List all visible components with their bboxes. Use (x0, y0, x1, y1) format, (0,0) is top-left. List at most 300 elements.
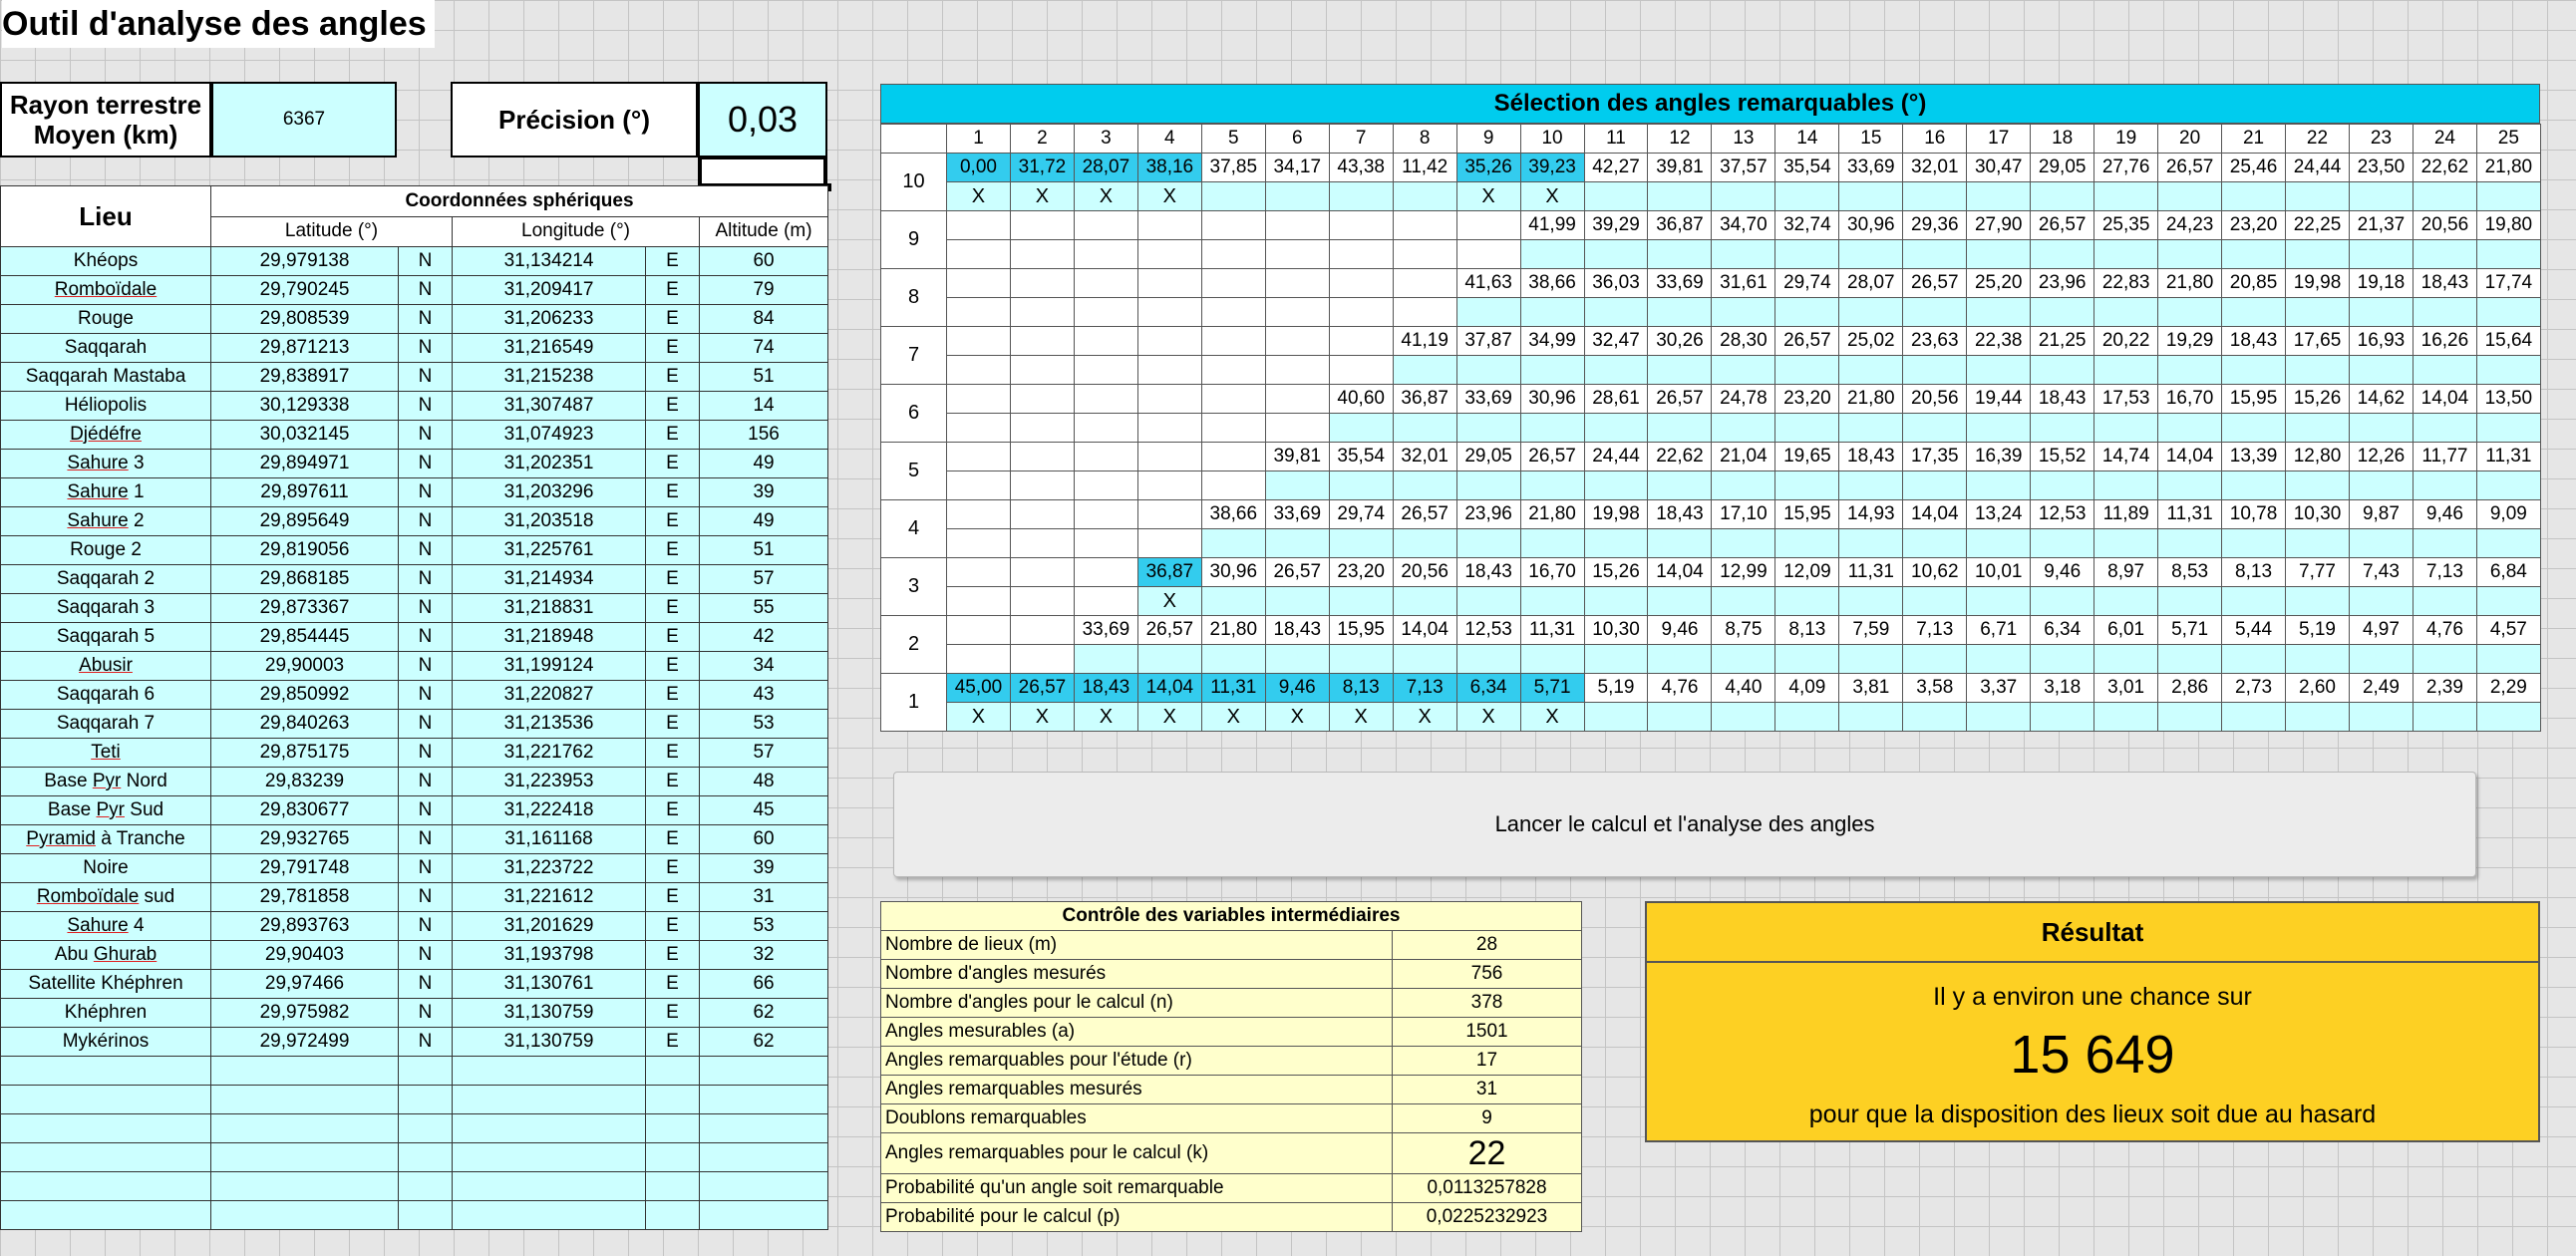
selection-mark-cell[interactable] (1967, 240, 2031, 269)
angle-cell[interactable]: 24,44 (1584, 443, 1648, 471)
altitude-cell[interactable]: 49 (700, 450, 828, 478)
angle-cell[interactable]: 15,95 (2222, 385, 2286, 414)
selection-mark-cell[interactable] (1137, 414, 1201, 443)
selection-mark-cell[interactable] (2413, 240, 2476, 269)
selection-mark-cell[interactable]: X (1010, 703, 1074, 732)
selection-mark-cell[interactable] (1520, 414, 1584, 443)
altitude-cell[interactable]: 66 (700, 970, 828, 999)
ns-cell[interactable]: N (399, 305, 453, 334)
angle-cell[interactable]: 34,99 (1520, 327, 1584, 356)
angle-cell[interactable] (1137, 211, 1201, 240)
selection-mark-cell[interactable] (1137, 240, 1201, 269)
longitude-cell[interactable]: 31,203296 (453, 478, 646, 507)
selection-mark-cell[interactable] (2222, 240, 2286, 269)
angle-cell[interactable] (1137, 327, 1201, 356)
angle-cell[interactable]: 25,35 (2094, 211, 2158, 240)
angle-cell[interactable]: 15,52 (2031, 443, 2094, 471)
selection-mark-cell[interactable] (1967, 298, 2031, 327)
angle-cell[interactable]: 18,43 (1456, 558, 1520, 587)
angle-cell[interactable]: 3,01 (2094, 674, 2158, 703)
selection-mark-cell[interactable] (1775, 356, 1839, 385)
selection-mark-cell[interactable] (2286, 240, 2350, 269)
ew-cell[interactable]: E (646, 970, 700, 999)
empty-cell[interactable] (1, 1172, 211, 1201)
angle-cell[interactable]: 6,84 (2476, 558, 2540, 587)
selection-mark-cell[interactable] (2158, 587, 2222, 616)
ew-cell[interactable]: E (646, 421, 700, 450)
latitude-cell[interactable]: 29,830677 (211, 796, 399, 825)
angle-cell[interactable]: 11,89 (2094, 500, 2158, 529)
longitude-cell[interactable]: 31,307487 (453, 392, 646, 421)
angle-cell[interactable] (1265, 327, 1329, 356)
selection-mark-cell[interactable] (1201, 240, 1265, 269)
selection-mark-cell[interactable] (2031, 414, 2094, 443)
angle-cell[interactable]: 18,43 (2222, 327, 2286, 356)
angle-cell[interactable] (947, 327, 1011, 356)
angle-cell[interactable]: 22,62 (2413, 154, 2476, 182)
empty-cell[interactable] (700, 1201, 828, 1230)
ns-cell[interactable]: N (399, 507, 453, 536)
selection-mark-cell[interactable] (2286, 645, 2350, 674)
angle-cell[interactable] (1074, 500, 1137, 529)
angle-cell[interactable]: 2,39 (2413, 674, 2476, 703)
angle-cell[interactable]: 9,46 (2031, 558, 2094, 587)
location-name[interactable]: Saqqarah 7 (1, 710, 211, 739)
angle-cell[interactable]: 9,46 (2413, 500, 2476, 529)
angle-cell[interactable]: 11,31 (1201, 674, 1265, 703)
angle-cell[interactable]: 26,57 (1903, 269, 1967, 298)
selection-mark-cell[interactable] (1393, 356, 1456, 385)
ns-cell[interactable]: N (399, 421, 453, 450)
selection-mark-cell[interactable] (1967, 587, 2031, 616)
selection-mark-cell[interactable] (2094, 298, 2158, 327)
selection-mark-cell[interactable] (1456, 298, 1520, 327)
angle-cell[interactable] (1201, 443, 1265, 471)
selection-mark-cell[interactable] (1967, 529, 2031, 558)
selection-mark-cell[interactable]: X (1074, 182, 1137, 211)
empty-cell[interactable] (211, 1057, 399, 1086)
angle-cell[interactable]: 33,69 (1074, 616, 1137, 645)
angle-cell[interactable]: 34,17 (1265, 154, 1329, 182)
angle-cell[interactable]: 11,31 (2158, 500, 2222, 529)
ew-cell[interactable]: E (646, 363, 700, 392)
angle-cell[interactable] (1074, 211, 1137, 240)
angle-cell[interactable]: 3,58 (1903, 674, 1967, 703)
ew-cell[interactable]: E (646, 392, 700, 421)
empty-cell[interactable] (211, 1114, 399, 1143)
ns-cell[interactable]: N (399, 941, 453, 970)
ew-cell[interactable]: E (646, 565, 700, 594)
angle-cell[interactable] (1010, 616, 1074, 645)
altitude-cell[interactable]: 34 (700, 652, 828, 681)
selection-mark-cell[interactable]: X (947, 182, 1011, 211)
location-name[interactable]: Base Pyr Sud (1, 796, 211, 825)
latitude-cell[interactable]: 29,871213 (211, 334, 399, 363)
run-analysis-button[interactable]: Lancer le calcul et l'analyse des angles (893, 772, 2476, 877)
angle-cell[interactable]: 23,20 (1329, 558, 1393, 587)
selection-mark-cell[interactable] (1584, 298, 1648, 327)
selection-mark-cell[interactable] (1712, 298, 1775, 327)
altitude-cell[interactable]: 49 (700, 507, 828, 536)
angle-cell[interactable]: 18,43 (1265, 616, 1329, 645)
selection-mark-cell[interactable] (2476, 298, 2540, 327)
ns-cell[interactable]: N (399, 883, 453, 912)
angle-cell[interactable]: 33,69 (1265, 500, 1329, 529)
selection-mark-cell[interactable] (1712, 240, 1775, 269)
selection-mark-cell[interactable] (1648, 356, 1712, 385)
selection-mark-cell[interactable] (2031, 471, 2094, 500)
selection-mark-cell[interactable] (2222, 182, 2286, 211)
selection-mark-cell[interactable] (1712, 471, 1775, 500)
angle-cell[interactable]: 4,57 (2476, 616, 2540, 645)
longitude-cell[interactable]: 31,193798 (453, 941, 646, 970)
angle-cell[interactable]: 18,43 (1074, 674, 1137, 703)
angle-cell[interactable]: 16,93 (2349, 327, 2413, 356)
selection-mark-cell[interactable] (2413, 703, 2476, 732)
selection-mark-cell[interactable] (1775, 703, 1839, 732)
angle-cell[interactable]: 26,57 (1137, 616, 1201, 645)
longitude-cell[interactable]: 31,221762 (453, 739, 646, 768)
selection-mark-cell[interactable] (1329, 182, 1393, 211)
angle-cell[interactable]: 26,57 (2158, 154, 2222, 182)
angle-cell[interactable]: 17,35 (1903, 443, 1967, 471)
selection-mark-cell[interactable] (2094, 703, 2158, 732)
angle-cell[interactable]: 2,60 (2286, 674, 2350, 703)
selection-mark-cell[interactable]: X (1329, 703, 1393, 732)
selection-mark-cell[interactable] (2094, 356, 2158, 385)
control-value[interactable]: 28 (1393, 931, 1582, 960)
latitude-cell[interactable]: 29,875175 (211, 739, 399, 768)
angle-cell[interactable]: 28,07 (1074, 154, 1137, 182)
selection-mark-cell[interactable] (2158, 182, 2222, 211)
location-name[interactable]: Saqqarah 3 (1, 594, 211, 623)
location-name[interactable]: Khéphren (1, 999, 211, 1028)
latitude-cell[interactable]: 29,893763 (211, 912, 399, 941)
selection-mark-cell[interactable] (2349, 471, 2413, 500)
ew-cell[interactable]: E (646, 478, 700, 507)
selection-mark-cell[interactable] (2094, 182, 2158, 211)
empty-cell[interactable] (700, 1143, 828, 1172)
selection-mark-cell[interactable] (2349, 298, 2413, 327)
angle-cell[interactable]: 17,74 (2476, 269, 2540, 298)
angle-cell[interactable] (1010, 269, 1074, 298)
selection-mark-cell[interactable] (1456, 529, 1520, 558)
selection-mark-cell[interactable] (1010, 587, 1074, 616)
empty-cell[interactable] (700, 1086, 828, 1114)
longitude-cell[interactable]: 31,202351 (453, 450, 646, 478)
longitude-cell[interactable]: 31,218948 (453, 623, 646, 652)
angle-cell[interactable]: 7,59 (1839, 616, 1903, 645)
angle-cell[interactable]: 39,81 (1265, 443, 1329, 471)
angle-cell[interactable]: 10,30 (1584, 616, 1648, 645)
selection-mark-cell[interactable] (2476, 587, 2540, 616)
selection-mark-cell[interactable] (1520, 471, 1584, 500)
angle-cell[interactable]: 10,62 (1903, 558, 1967, 587)
altitude-cell[interactable]: 32 (700, 941, 828, 970)
angle-cell[interactable]: 5,71 (1520, 674, 1584, 703)
selected-cell-cursor[interactable] (698, 156, 827, 187)
selection-mark-cell[interactable] (2349, 703, 2413, 732)
angle-cell[interactable]: 33,69 (1839, 154, 1903, 182)
angle-cell[interactable]: 20,22 (2094, 327, 2158, 356)
angle-cell[interactable]: 19,80 (2476, 211, 2540, 240)
angle-cell[interactable] (1010, 443, 1074, 471)
ns-cell[interactable]: N (399, 768, 453, 796)
angle-cell[interactable]: 25,46 (2222, 154, 2286, 182)
angle-cell[interactable]: 24,78 (1712, 385, 1775, 414)
altitude-cell[interactable]: 45 (700, 796, 828, 825)
selection-mark-cell[interactable] (1329, 587, 1393, 616)
empty-cell[interactable] (399, 1172, 453, 1201)
location-name[interactable]: Saqqarah 6 (1, 681, 211, 710)
ew-cell[interactable]: E (646, 247, 700, 276)
ew-cell[interactable]: E (646, 883, 700, 912)
angle-cell[interactable]: 12,53 (1456, 616, 1520, 645)
selection-mark-cell[interactable] (2413, 414, 2476, 443)
empty-cell[interactable] (646, 1201, 700, 1230)
location-name[interactable]: Rouge (1, 305, 211, 334)
selection-mark-cell[interactable]: X (1456, 182, 1520, 211)
selection-mark-cell[interactable] (2158, 414, 2222, 443)
location-name[interactable]: Sahure 4 (1, 912, 211, 941)
ns-cell[interactable]: N (399, 392, 453, 421)
ew-cell[interactable]: E (646, 1028, 700, 1057)
selection-mark-cell[interactable]: X (1137, 587, 1201, 616)
selection-mark-cell[interactable] (1074, 240, 1137, 269)
angle-cell[interactable]: 28,30 (1712, 327, 1775, 356)
selection-mark-cell[interactable] (1520, 645, 1584, 674)
angle-cell[interactable]: 38,66 (1201, 500, 1265, 529)
selection-mark-cell[interactable] (1775, 298, 1839, 327)
angle-cell[interactable] (1010, 327, 1074, 356)
control-value[interactable]: 0,0225232923 (1393, 1203, 1582, 1232)
selection-mark-cell[interactable] (1329, 298, 1393, 327)
longitude-cell[interactable]: 31,203518 (453, 507, 646, 536)
angle-cell[interactable]: 19,65 (1775, 443, 1839, 471)
angle-cell[interactable]: 6,01 (2094, 616, 2158, 645)
ns-cell[interactable]: N (399, 652, 453, 681)
empty-cell[interactable] (399, 1114, 453, 1143)
ns-cell[interactable]: N (399, 970, 453, 999)
empty-cell[interactable] (453, 1172, 646, 1201)
ns-cell[interactable]: N (399, 854, 453, 883)
selection-mark-cell[interactable] (2286, 703, 2350, 732)
empty-cell[interactable] (453, 1143, 646, 1172)
selection-mark-cell[interactable] (1839, 645, 1903, 674)
angle-cell[interactable]: 22,25 (2286, 211, 2350, 240)
selection-mark-cell[interactable] (1903, 529, 1967, 558)
angle-cell[interactable] (1010, 558, 1074, 587)
angle-cell[interactable]: 32,01 (1903, 154, 1967, 182)
longitude-cell[interactable]: 31,218831 (453, 594, 646, 623)
altitude-cell[interactable]: 60 (700, 247, 828, 276)
angle-cell[interactable]: 14,04 (1903, 500, 1967, 529)
angle-cell[interactable]: 20,56 (1393, 558, 1456, 587)
angle-cell[interactable] (1074, 269, 1137, 298)
altitude-cell[interactable]: 39 (700, 854, 828, 883)
angle-cell[interactable]: 37,85 (1201, 154, 1265, 182)
altitude-cell[interactable]: 60 (700, 825, 828, 854)
angle-cell[interactable]: 7,43 (2349, 558, 2413, 587)
angle-cell[interactable]: 17,65 (2286, 327, 2350, 356)
angle-cell[interactable]: 21,80 (2476, 154, 2540, 182)
angle-cell[interactable]: 12,26 (2349, 443, 2413, 471)
selection-mark-cell[interactable] (1775, 182, 1839, 211)
angle-cell[interactable]: 21,80 (2158, 269, 2222, 298)
angle-cell[interactable] (1329, 327, 1393, 356)
empty-cell[interactable] (646, 1057, 700, 1086)
selection-mark-cell[interactable] (1265, 529, 1329, 558)
altitude-cell[interactable]: 55 (700, 594, 828, 623)
selection-mark-cell[interactable]: X (1010, 182, 1074, 211)
selection-mark-cell[interactable] (1839, 587, 1903, 616)
selection-mark-cell[interactable] (2286, 471, 2350, 500)
angle-cell[interactable]: 17,53 (2094, 385, 2158, 414)
control-value[interactable]: 17 (1393, 1047, 1582, 1076)
ns-cell[interactable]: N (399, 363, 453, 392)
angle-cell[interactable]: 12,53 (2031, 500, 2094, 529)
selection-mark-cell[interactable] (2476, 529, 2540, 558)
angle-cell[interactable]: 14,74 (2094, 443, 2158, 471)
selection-mark-cell[interactable] (1712, 356, 1775, 385)
selection-mark-cell[interactable] (2158, 356, 2222, 385)
angle-cell[interactable] (947, 616, 1011, 645)
angle-cell[interactable]: 29,05 (1456, 443, 1520, 471)
selection-mark-cell[interactable] (2222, 298, 2286, 327)
selection-mark-cell[interactable] (2476, 414, 2540, 443)
selection-mark-cell[interactable] (1648, 240, 1712, 269)
angle-cell[interactable]: 29,74 (1329, 500, 1393, 529)
angle-cell[interactable] (1074, 327, 1137, 356)
selection-mark-cell[interactable] (1393, 298, 1456, 327)
angle-cell[interactable]: 4,40 (1712, 674, 1775, 703)
selection-mark-cell[interactable] (1010, 645, 1074, 674)
longitude-cell[interactable]: 31,206233 (453, 305, 646, 334)
angle-cell[interactable] (1201, 269, 1265, 298)
empty-cell[interactable] (646, 1172, 700, 1201)
angle-cell[interactable]: 41,99 (1520, 211, 1584, 240)
angle-cell[interactable]: 23,96 (2031, 269, 2094, 298)
angle-cell[interactable] (947, 443, 1011, 471)
longitude-cell[interactable]: 31,223953 (453, 768, 646, 796)
selection-mark-cell[interactable] (1010, 471, 1074, 500)
angle-cell[interactable] (947, 500, 1011, 529)
angle-cell[interactable]: 16,39 (1967, 443, 2031, 471)
angle-cell[interactable]: 4,09 (1775, 674, 1839, 703)
angle-cell[interactable]: 0,00 (947, 154, 1011, 182)
selection-mark-cell[interactable] (1967, 182, 2031, 211)
angle-cell[interactable]: 26,57 (1393, 500, 1456, 529)
angle-cell[interactable]: 31,72 (1010, 154, 1074, 182)
selection-mark-cell[interactable] (2222, 587, 2286, 616)
selection-mark-cell[interactable] (2094, 587, 2158, 616)
selection-mark-cell[interactable] (1265, 240, 1329, 269)
longitude-cell[interactable]: 31,221612 (453, 883, 646, 912)
angle-cell[interactable]: 21,37 (2349, 211, 2413, 240)
latitude-cell[interactable]: 29,932765 (211, 825, 399, 854)
ew-cell[interactable]: E (646, 768, 700, 796)
selection-mark-cell[interactable] (2349, 240, 2413, 269)
angle-cell[interactable]: 24,44 (2286, 154, 2350, 182)
selection-mark-cell[interactable] (1201, 414, 1265, 443)
latitude-cell[interactable]: 29,975982 (211, 999, 399, 1028)
selection-mark-cell[interactable] (1201, 298, 1265, 327)
angle-cell[interactable]: 17,10 (1712, 500, 1775, 529)
angle-cell[interactable]: 7,13 (1903, 616, 1967, 645)
latitude-cell[interactable]: 29,868185 (211, 565, 399, 594)
selection-mark-cell[interactable] (1329, 471, 1393, 500)
selection-mark-cell[interactable] (1010, 240, 1074, 269)
angle-cell[interactable] (1393, 269, 1456, 298)
angle-cell[interactable]: 19,29 (2158, 327, 2222, 356)
location-name[interactable]: Djédéfre (1, 421, 211, 450)
angle-cell[interactable]: 9,46 (1265, 674, 1329, 703)
selection-mark-cell[interactable] (1775, 471, 1839, 500)
angle-cell[interactable]: 41,19 (1393, 327, 1456, 356)
angle-cell[interactable]: 18,43 (2031, 385, 2094, 414)
selection-mark-cell[interactable] (1074, 645, 1137, 674)
selection-mark-cell[interactable] (1648, 298, 1712, 327)
selection-mark-cell[interactable] (2349, 587, 2413, 616)
empty-cell[interactable] (399, 1057, 453, 1086)
latitude-cell[interactable]: 29,979138 (211, 247, 399, 276)
angle-cell[interactable]: 9,09 (2476, 500, 2540, 529)
altitude-cell[interactable]: 53 (700, 912, 828, 941)
angle-cell[interactable]: 21,04 (1712, 443, 1775, 471)
selection-mark-cell[interactable]: X (947, 703, 1011, 732)
angle-cell[interactable]: 32,47 (1584, 327, 1648, 356)
angle-cell[interactable]: 30,96 (1839, 211, 1903, 240)
altitude-cell[interactable]: 53 (700, 710, 828, 739)
selection-mark-cell[interactable] (1712, 182, 1775, 211)
location-name[interactable]: Héliopolis (1, 392, 211, 421)
latitude-cell[interactable]: 29,790245 (211, 276, 399, 305)
selection-mark-cell[interactable] (2031, 645, 2094, 674)
location-name[interactable]: Romboïdale (1, 276, 211, 305)
selection-mark-cell[interactable] (2031, 529, 2094, 558)
altitude-cell[interactable]: 51 (700, 363, 828, 392)
ew-cell[interactable]: E (646, 507, 700, 536)
ns-cell[interactable]: N (399, 1028, 453, 1057)
angle-cell[interactable]: 22,38 (1967, 327, 2031, 356)
angle-cell[interactable] (947, 269, 1011, 298)
selection-mark-cell[interactable] (947, 298, 1011, 327)
selection-mark-cell[interactable] (2349, 414, 2413, 443)
longitude-cell[interactable]: 31,209417 (453, 276, 646, 305)
angle-cell[interactable]: 8,13 (1775, 616, 1839, 645)
selection-mark-cell[interactable] (1456, 240, 1520, 269)
angle-cell[interactable]: 33,69 (1648, 269, 1712, 298)
location-name[interactable]: Rouge 2 (1, 536, 211, 565)
selection-mark-cell[interactable] (2031, 356, 2094, 385)
selection-mark-cell[interactable] (1903, 182, 1967, 211)
selection-mark-cell[interactable] (2413, 645, 2476, 674)
angle-cell[interactable] (1201, 327, 1265, 356)
selection-mark-cell[interactable] (947, 587, 1011, 616)
selection-mark-cell[interactable] (1456, 356, 1520, 385)
selection-mark-cell[interactable] (1329, 240, 1393, 269)
selection-mark-cell[interactable] (947, 414, 1011, 443)
selection-mark-cell[interactable] (1074, 298, 1137, 327)
selection-mark-cell[interactable] (1265, 298, 1329, 327)
ns-cell[interactable]: N (399, 334, 453, 363)
selection-mark-cell[interactable] (1456, 414, 1520, 443)
ew-cell[interactable]: E (646, 912, 700, 941)
selection-mark-cell[interactable] (1903, 587, 1967, 616)
angle-cell[interactable]: 36,03 (1584, 269, 1648, 298)
ns-cell[interactable]: N (399, 825, 453, 854)
angle-cell[interactable]: 23,50 (2349, 154, 2413, 182)
